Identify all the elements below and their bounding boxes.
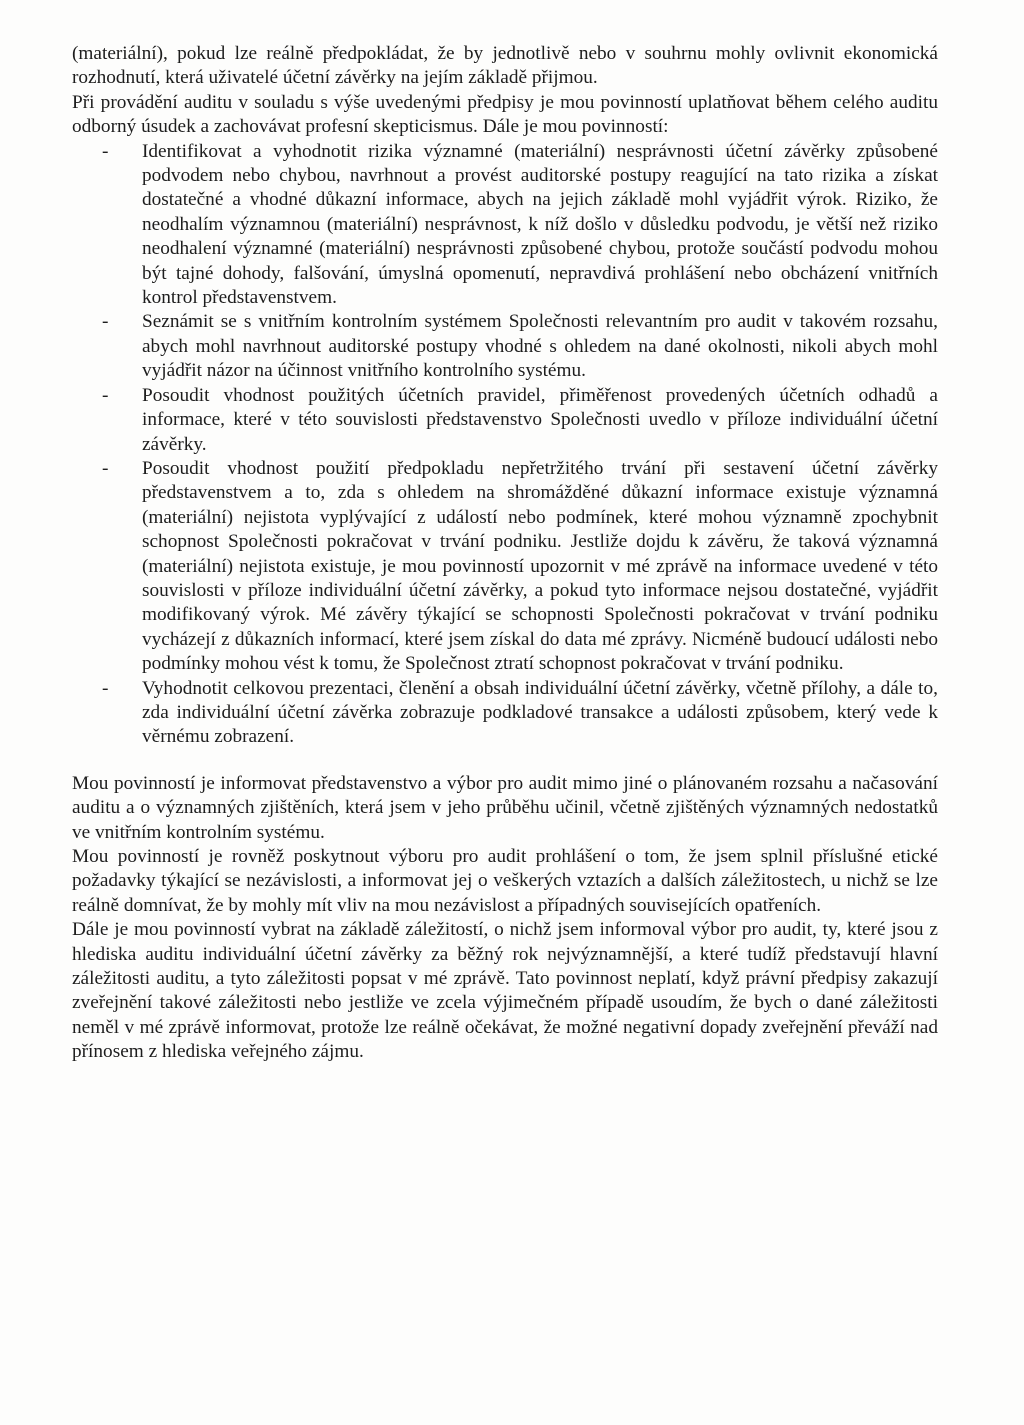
bullet-dash: - xyxy=(102,457,109,479)
list-item-text: Identifikovat a vyhodnotit rizika významné (materiální) nesprávnosti účetní závěrky způsobené podvodem nebo chybou, navrhnout a provést auditorské postupy reagující na tato rizika a získat dostatečné a vhodné důkazní informace, abych na jejich základě mohl vyjádřit výrok. Riziko, že neodhalím významnou (materiální) nesprávnost, k níž došlo v důsledku podvodu, je větší než riziko neodhalení významné (materiální) nesprávnosti způsobené chybou, protože součástí podvodu mohou být tajné dohody, falšování, úmyslná opomenutí, nepravdivá prohlášení nebo obcházení vnitřních kontrol představenstvem. xyxy=(142,140,938,309)
list-item xyxy=(72,677,938,750)
list-item-text: Posoudit vhodnost použití předpokladu nepřetržitého trvání při sestavení účetní závěrky představenstvem a to, zda s ohledem na shromážděné důkazní informace existuje významná (materiální) nejistota vyplývající z událostí nebo podmínek, které mohou významně zpochybnit schopnost Společnosti pokračovat v trvání podniku. Jestliže dojdu k závěru, že taková významná (materiální) nejistota existuje, je mou povinností upozornit v mé zprávě na informace uvedené v této souvislosti v příloze individuální účetní závěrky, a pokud tyto informace nejsou dostatečné, vyjádřit modifikovaný výrok. Mé závěry týkající se schopnosti Společnosti pokračovat v trvání podniku vycházejí z důkazních informací, které jsem získal do data mé zprávy. Nicméně budoucí události nebo podmínky mohou vést k tomu, že Společnost ztratí schopnost pokračovat v trvání podniku. xyxy=(142,457,938,675)
intro-paragraph: Při provádění auditu v souladu s výše uvedenými předpisy je mou povinností uplatňovat během celého auditu odborný úsudek a zachovávat profesní skepticismus. Dále je mou povinností: xyxy=(72,91,938,138)
list-item xyxy=(72,457,938,677)
document-body xyxy=(72,42,938,1065)
list-item xyxy=(72,384,938,457)
bullet-dash: - xyxy=(102,384,109,406)
closing-paragraph: Mou povinností je rovněž poskytnout výboru pro audit prohlášení o tom, že jsem splnil příslušné etické požadavky týkající se nezávislosti, a informovat jej o veškerých vztazích a dalších záležitostech, u nichž se lze reálně domnívat, že by mohly mít vliv na mou nezávislost a případných souvisejících opatřeních. xyxy=(72,846,938,916)
paragraph-spacer xyxy=(72,750,938,772)
bullet-dash: - xyxy=(102,311,109,333)
closing-paragraph: Dále je mou povinností vybrat na základě záležitostí, o nichž jsem informoval výbor pro audit, ty, které jsou z hlediska auditu individuální účetní závěrky za běžný rok nejvýznamnější, a které tudíž představují hlavní záležitosti auditu, a tyto záležitosti popsat v mé zprávě. Tato povinnost neplatí, když právní předpisy zakazují zveřejnění takové záležitosti nebo jestliže ve zcela výjimečném případě usoudím, že bych o dané záležitosti neměl v mé zprávě informovat, protože lze reálně očekávat, že možné negativní dopady zveřejnění převáží nad přínosem z hlediska veřejného zájmu. xyxy=(72,919,938,1063)
list-item-text: Vyhodnotit celkovou prezentaci, členění a obsah individuální účetní závěrky, včetně přílohy, a dále to, zda individuální účetní závěrka zobrazuje podkladové transakce a události způsobem, který vede k věrnému zobrazení. xyxy=(142,677,938,748)
list-item-text: Seznámit se s vnitřním kontrolním systémem Společnosti relevantním pro audit v takovém rozsahu, abych mohl navrhnout auditorské postupy vhodné s ohledem na dané okolnosti, nikoli abych mohl vyjádřit názor na účinnost vnitřního kontrolního systému. xyxy=(142,311,938,382)
bullet-dash: - xyxy=(102,140,109,162)
list-item-text: Posoudit vhodnost použitých účetních pravidel, přiměřenost provedených účetních odhadů a informace, které v této souvislosti představenstvo Společnosti uvedlo v příloze individuální účetní závěrky. xyxy=(142,384,938,455)
list-item xyxy=(72,310,938,383)
list-item xyxy=(72,140,938,311)
duties-list xyxy=(72,140,938,750)
intro-paragraph: (materiální), pokud lze reálně předpokládat, že by jednotlivě nebo v souhrnu mohly ovlivnit ekonomická rozhodnutí, která uživatelé účetní závěrky na jejím základě přijmou. xyxy=(72,43,938,89)
bullet-dash: - xyxy=(102,677,109,699)
closing-paragraph: Mou povinností je informovat představenstvo a výbor pro audit mimo jiné o plánovaném rozsahu a načasování auditu a o významných zjištěních, která jsem v jeho průběhu učinil, včetně zjištěných významných nedostatků ve vnitřním kontrolním systému. xyxy=(72,772,938,843)
